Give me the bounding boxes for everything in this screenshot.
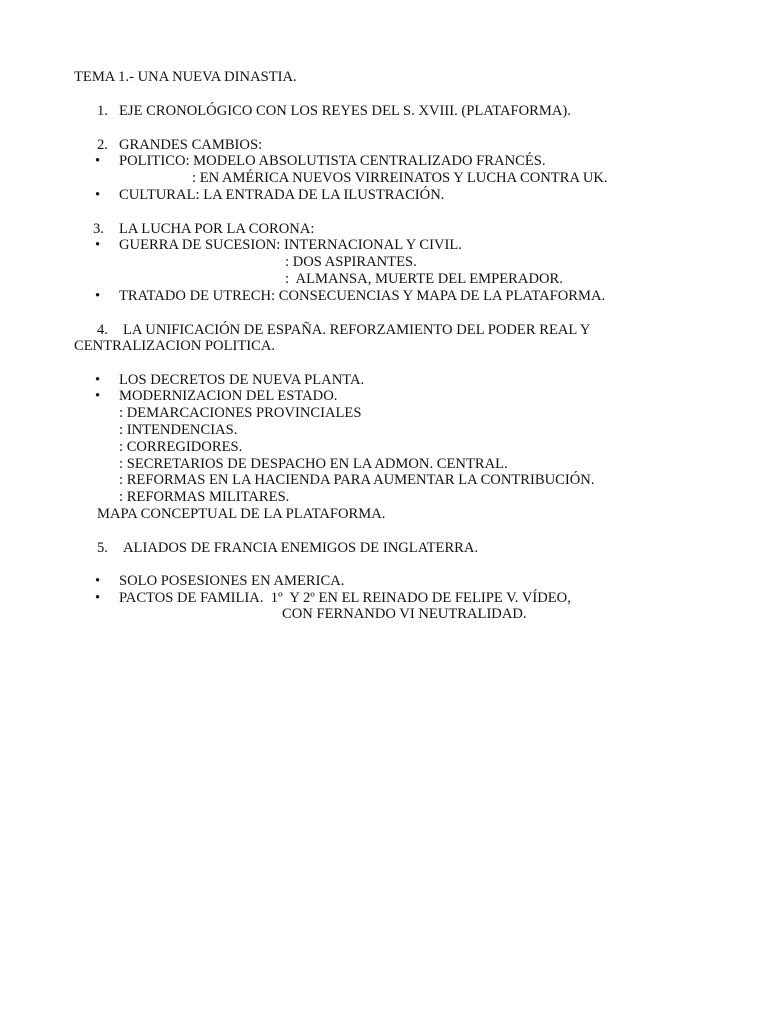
section-5-bullet-pactos-continuation: CON FERNANDO VI NEUTRALIDAD. [282,606,527,622]
section-3-bullet-guerra: GUERRA DE SUCESION: INTERNACIONAL Y CIVIL. [119,237,462,253]
section-4-bullet-decretos: LOS DECRETOS DE NUEVA PLANTA. [119,372,365,388]
section-4-map-note: MAPA CONCEPTUAL DE LA PLATAFORMA. [97,506,386,522]
section-4-bullet-modernizacion: MODERNIZACION DEL ESTADO. [119,388,338,404]
section-5-heading: ALIADOS DE FRANCIA ENEMIGOS DE INGLATERRA. [123,540,479,556]
section-4-sub-item: : CORREGIDORES. [119,439,243,455]
section-3-number: 3. [93,221,104,237]
section-2-bullet-cultural: CULTURAL: LA ENTRADA DE LA ILUSTRACIÓN. [119,187,445,203]
section-4-sub-item: : DEMARCACIONES PROVINCIALES [119,405,362,421]
section-5-bullet-posesiones: SOLO POSESIONES EN AMERICA. [119,573,345,589]
section-4-number: 4. [97,322,108,338]
section-4-sub-item: : INTENDENCIAS. [119,422,238,438]
bullet-marker: • [95,187,101,203]
bullet-marker: • [95,288,101,304]
section-3-heading: LA LUCHA POR LA CORONA: [119,221,315,237]
section-5-number: 5. [97,540,108,556]
section-5-bullet-pactos: PACTOS DE FAMILIA. 1º Y 2º EN EL REINADO DE FELIPE V. VÍDEO, [119,590,571,606]
section-2-number: 2. [97,137,108,153]
section-4-heading-line-1: LA UNIFICACIÓN DE ESPAÑA. REFORZAMIENTO DEL PODER REAL Y [123,322,591,338]
section-4-heading-line-2: CENTRALIZACION POLITICA. [74,338,276,354]
bullet-marker: • [95,153,101,169]
section-1-number: 1. [97,103,108,119]
section-2-bullet-politico: POLITICO: MODELO ABSOLUTISTA CENTRALIZADO FRANCÉS. [119,153,546,169]
section-4-sub-item: : SECRETARIOS DE DESPACHO EN LA ADMON. CENTRAL. [119,456,508,472]
section-1-heading: EJE CRONOLÓGICO CON LOS REYES DEL S. XVIII. (PLATAFORMA). [119,103,571,119]
section-2-heading: GRANDES CAMBIOS: [119,137,263,153]
bullet-marker: • [95,372,101,388]
bullet-marker: • [95,388,101,404]
bullet-marker: • [95,590,101,606]
section-3-bullet-guerra-continuation-2: : ALMANSA, MUERTE DEL EMPERADOR. [285,271,563,287]
bullet-marker: • [95,237,101,253]
document-title: TEMA 1.- UNA NUEVA DINASTIA. [74,69,297,85]
section-3-bullet-guerra-continuation-1: : DOS ASPIRANTES. [285,254,417,270]
section-4-sub-item: : REFORMAS EN LA HACIENDA PARA AUMENTAR LA CONTRIBUCIÓN. [119,472,595,488]
section-3-bullet-tratado: TRATADO DE UTRECH: CONSECUENCIAS Y MAPA DE LA PLATAFORMA. [119,288,606,304]
section-4-sub-item: : REFORMAS MILITARES. [119,489,290,505]
section-2-bullet-politico-continuation: : EN AMÉRICA NUEVOS VIRREINATOS Y LUCHA CONTRA UK. [192,170,608,186]
bullet-marker: • [95,573,101,589]
